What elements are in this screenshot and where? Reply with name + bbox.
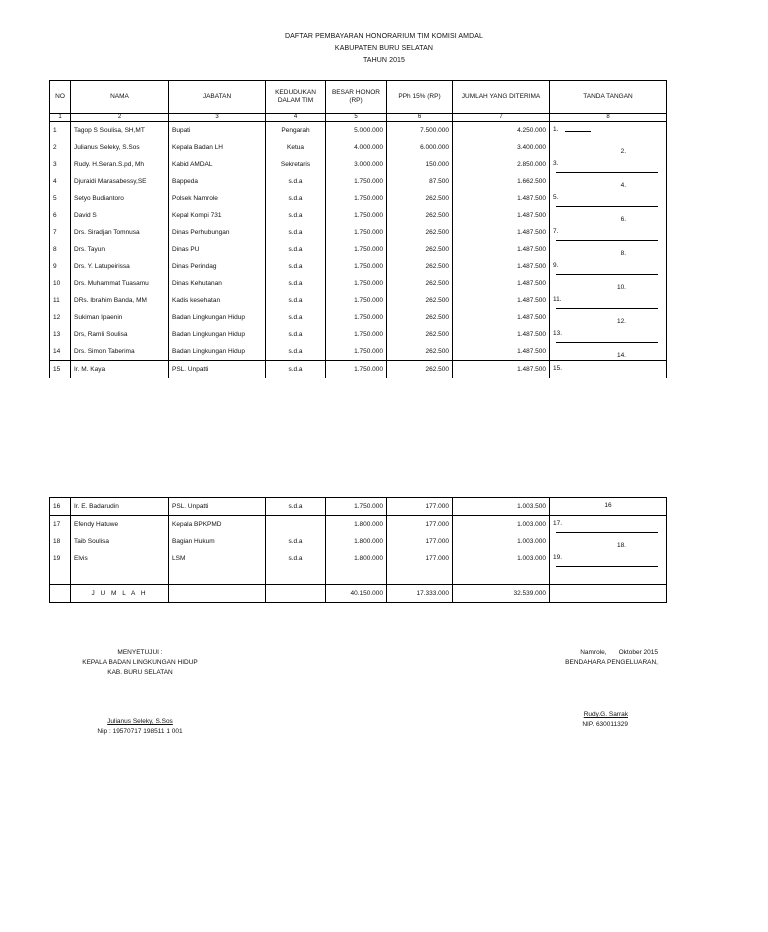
doc-title: DAFTAR PEMBAYARAN HONORARIUM TIM KOMISI AMDAL (284, 33, 484, 40)
cell-no: 18 (50, 533, 71, 550)
cell-kedudukan: s.d.a (266, 498, 326, 516)
cell-jabatan: Badan Lingkungan Hidup (169, 309, 266, 326)
signature-number: 4. (620, 182, 626, 189)
cell-kedudukan: s.d.a (266, 326, 326, 343)
table-row (50, 122, 667, 140)
signature-number: 18. (616, 542, 626, 549)
cell-no: 8 (50, 241, 71, 258)
cell-honor: 1.800.000 (326, 533, 387, 550)
cell-signature[interactable] (550, 173, 667, 190)
cell-jumlah: 1.487.500 (453, 361, 550, 379)
cell-jumlah: 1.487.500 (453, 326, 550, 343)
cell-jumlah: 1.487.500 (453, 292, 550, 309)
cell-nama: Elvis (71, 550, 169, 567)
cell-honor: 1.750.000 (326, 241, 387, 258)
cell-honor: 1.750.000 (326, 173, 387, 190)
table-row (50, 550, 667, 567)
cell-pph: 262.500 (387, 190, 453, 207)
cell-signature[interactable] (550, 498, 667, 516)
signature-number: 15. (553, 365, 563, 372)
cell-signature[interactable] (550, 516, 667, 534)
cell-pph: 262.500 (387, 207, 453, 224)
cell-nama: Drs. Muhammat Tuasamu (71, 275, 169, 292)
cell-jabatan: Dinas PU (169, 241, 266, 258)
place-date (548, 648, 658, 658)
table-row-blank (50, 567, 667, 585)
cell-nama: Drs, Ramli Soulisa (71, 326, 169, 343)
approver-nip: Nip : 19570717 198511 1 001 (97, 728, 183, 735)
cell-kedudukan: s.d.a (266, 241, 326, 258)
cell-honor: 1.750.000 (326, 326, 387, 343)
cell-kedudukan: s.d.a (266, 309, 326, 326)
colnum: 4 (266, 114, 326, 122)
cell-pph: 150.000 (387, 156, 453, 173)
cell-jumlah: 1.487.500 (453, 207, 550, 224)
colnum: 1 (50, 114, 71, 122)
approval-region: KAB. BURU SELATAN (107, 669, 173, 676)
cell-signature[interactable] (550, 190, 667, 207)
signature-line (556, 566, 658, 567)
cell-signature[interactable] (550, 156, 667, 173)
cell-pph: 262.500 (387, 309, 453, 326)
cell-empty (387, 567, 453, 585)
table-row (50, 309, 667, 326)
signature-number: 16 (604, 502, 612, 509)
colnum: 5 (326, 114, 387, 122)
place: Namrole, (580, 649, 607, 656)
cell-honor: 1.750.000 (326, 343, 387, 361)
table-row (50, 156, 667, 173)
cell-signature[interactable] (550, 309, 667, 326)
cell-kedudukan: Ketua (266, 139, 326, 156)
cell-jumlah: 4.250.000 (453, 122, 550, 140)
cell-jumlah: 1.003.000 (453, 533, 550, 550)
signature-number: 14. (616, 352, 626, 359)
cell-no: 10 (50, 275, 71, 292)
table-row (50, 326, 667, 343)
table-row (50, 361, 667, 379)
cell-signature[interactable] (550, 224, 667, 241)
cell-empty (266, 567, 326, 585)
table-row (50, 343, 667, 361)
cell-jumlah: 1.487.500 (453, 190, 550, 207)
cell-no: 11 (50, 292, 71, 309)
signature-number: 19. (553, 554, 563, 561)
col-ttd: TANDA TANGAN (550, 81, 667, 114)
signature-number: 9. (553, 262, 559, 269)
cell-jabatan: Bupati (169, 122, 266, 140)
cell-signature[interactable] (550, 533, 667, 550)
table-row (50, 516, 667, 534)
signature-number: 2. (620, 148, 626, 155)
cell-honor: 1.750.000 (326, 361, 387, 379)
signature-number: 1. (553, 126, 559, 133)
col-pph: PPh 15% (RP) (387, 81, 453, 114)
table-row (50, 292, 667, 309)
total-label: J U M L A H (71, 585, 169, 603)
cell-jumlah: 1.003.000 (453, 516, 550, 534)
cell-honor: 1.750.000 (326, 258, 387, 275)
cell-jumlah: 1.487.500 (453, 275, 550, 292)
cell-signature[interactable] (550, 258, 667, 275)
cell-no: 5 (50, 190, 71, 207)
total-pph: 17.333.000 (387, 585, 453, 603)
cell-nama: DRs. Ibrahim Banda, MM (71, 292, 169, 309)
total-jumlah: 32.539.000 (453, 585, 550, 603)
cell-pph: 177.000 (387, 498, 453, 516)
approval-label: MENYETUJUI : (117, 649, 163, 656)
cell-kedudukan: s.d.a (266, 275, 326, 292)
cell-kedudukan: s.d.a (266, 361, 326, 379)
cell-jumlah: 1.487.500 (453, 241, 550, 258)
cell-nama: Tagop S Soulisa, SH,MT (71, 122, 169, 140)
cell-kedudukan (266, 516, 326, 534)
cell-pph: 262.500 (387, 292, 453, 309)
colnum: 6 (387, 114, 453, 122)
cell-signature[interactable] (550, 326, 667, 343)
cell-no: 14 (50, 343, 71, 361)
cell-honor: 1.750.000 (326, 190, 387, 207)
signature-number: 13. (553, 330, 563, 337)
cell-nama: Djuraidi Marasabessy,SE (71, 173, 169, 190)
cell-jabatan: Bagian Hukum (169, 533, 266, 550)
col-kedudukan: KEDUDUKAN DALAM TIM (266, 81, 326, 114)
cell-jabatan: Badan Lingkungan Hidup (169, 343, 266, 361)
cell-jabatan: Dinas Perhubungan (169, 224, 266, 241)
colnum: 3 (169, 114, 266, 122)
cell-kedudukan: s.d.a (266, 533, 326, 550)
cell-jabatan: Kepal Kompi 731 (169, 207, 266, 224)
approver-name: Julianus Seleky, S.Sos (107, 718, 173, 725)
colnum: 8 (550, 114, 667, 122)
cell-nama: Sukiman Ipaenin (71, 309, 169, 326)
approval-title: KEPALA BADAN LINGKUNGAN HIDUP (82, 659, 198, 666)
cell-signature[interactable] (550, 122, 667, 140)
cell-kedudukan: s.d.a (266, 190, 326, 207)
cell-no: 15 (50, 361, 71, 379)
cell-pph: 262.500 (387, 258, 453, 275)
table-row (50, 224, 667, 241)
cell-no: 16 (50, 498, 71, 516)
cell-kedudukan: s.d.a (266, 207, 326, 224)
cell-no: 4 (50, 173, 71, 190)
total-row (50, 585, 667, 603)
cell-jabatan: Badan Lingkungan Hidup (169, 326, 266, 343)
cell-no: 7 (50, 224, 71, 241)
cell-jumlah: 1.487.500 (453, 258, 550, 275)
signature-number: 11. (553, 296, 562, 303)
cell-signature[interactable] (550, 292, 667, 309)
approver-signature (60, 717, 220, 737)
table-row (50, 533, 667, 550)
col-no: NO (50, 81, 71, 114)
cell-pph: 262.500 (387, 361, 453, 379)
cell-kedudukan: s.d.a (266, 173, 326, 190)
cell-jumlah: 1.003.500 (453, 498, 550, 516)
cell-jumlah: 1.003.000 (453, 550, 550, 567)
cell-signature[interactable] (550, 275, 667, 292)
colnum: 7 (453, 114, 550, 122)
cell-kedudukan: s.d.a (266, 258, 326, 275)
cell-honor: 1.750.000 (326, 275, 387, 292)
cell-jumlah: 1.662.500 (453, 173, 550, 190)
cell-honor: 1.800.000 (326, 516, 387, 534)
cell-honor: 4.000.000 (326, 139, 387, 156)
cell-empty (71, 567, 169, 585)
cell-signature[interactable] (550, 343, 667, 361)
cell-nama: Drs. Simon Taberima (71, 343, 169, 361)
table-row (50, 190, 667, 207)
cell-nama: Setyo Budiantoro (71, 190, 169, 207)
cell-no: 2 (50, 139, 71, 156)
cell-no: 6 (50, 207, 71, 224)
table-row (50, 241, 667, 258)
table-row (50, 275, 667, 292)
cell-jabatan: LSM (169, 550, 266, 567)
cell-honor: 1.750.000 (326, 224, 387, 241)
treasurer-block (548, 648, 658, 668)
cell-pph: 6.000.000 (387, 139, 453, 156)
cell-empty (326, 567, 387, 585)
cell-jumlah: 1.487.500 (453, 224, 550, 241)
signature-line (565, 131, 591, 132)
cell-honor: 1.800.000 (326, 550, 387, 567)
cell-honor: 1.750.000 (326, 207, 387, 224)
cell-no: 1 (50, 122, 71, 140)
doc-subtitle: KABUPATEN BURU SELATAN (334, 45, 434, 52)
cell-jabatan: Kadis kesehatan (169, 292, 266, 309)
cell-pph: 262.500 (387, 343, 453, 361)
col-nama: NAMA (71, 81, 169, 114)
cell-no: 19 (50, 550, 71, 567)
cell-empty (50, 567, 71, 585)
cell-pph: 177.000 (387, 550, 453, 567)
cell-honor: 1.750.000 (326, 292, 387, 309)
treasurer-nip: NIP. 630011329 (582, 721, 628, 728)
payment-table (49, 80, 667, 378)
cell-jabatan: Kepala Badan LH (169, 139, 266, 156)
signature-number: 12. (616, 318, 626, 325)
cell-no: 17 (50, 516, 71, 534)
cell-pph: 87.500 (387, 173, 453, 190)
cell-no: 3 (50, 156, 71, 173)
doc-year: TAHUN 2015 (362, 57, 406, 64)
cell-pph: 177.000 (387, 516, 453, 534)
cell-pph: 262.500 (387, 275, 453, 292)
table-row (50, 498, 667, 516)
cell-kedudukan: s.d.a (266, 343, 326, 361)
signature-number: 7. (553, 228, 559, 235)
cell-no: 9 (50, 258, 71, 275)
cell-jumlah: 1.487.500 (453, 309, 550, 326)
cell-jabatan: Kepala BPKPMD (169, 516, 266, 534)
payment-table-continued (49, 497, 667, 603)
signature-number: 5. (553, 194, 559, 201)
cell-empty (550, 567, 667, 585)
date: Oktober 2015 (618, 649, 658, 656)
cell-pph: 7.500.000 (387, 122, 453, 140)
column-number-row (50, 114, 667, 122)
cell-empty (453, 567, 550, 585)
cell-kedudukan: s.d.a (266, 292, 326, 309)
cell-jumlah: 2.850.000 (453, 156, 550, 173)
cell-no: 12 (50, 309, 71, 326)
cell-honor: 5.000.000 (326, 122, 387, 140)
cell-signature[interactable] (550, 550, 667, 567)
signature-number: 6. (620, 216, 626, 223)
cell-jumlah: 1.487.500 (453, 343, 550, 361)
signature-number: 17. (553, 520, 563, 527)
cell-honor: 3.000.000 (326, 156, 387, 173)
cell-jabatan: PSL. Unpatti (169, 498, 266, 516)
table-header-row (50, 81, 667, 114)
table-row (50, 258, 667, 275)
cell-pph: 177.000 (387, 533, 453, 550)
treasurer-signature (548, 710, 628, 730)
cell-jumlah: 3.400.000 (453, 139, 550, 156)
cell-nama: Taib Soulisa (71, 533, 169, 550)
cell-jabatan: Polsek Namrole (169, 190, 266, 207)
cell-jabatan: Dinas Perindag (169, 258, 266, 275)
cell-signature[interactable] (550, 241, 667, 258)
cell-pph: 262.500 (387, 326, 453, 343)
cell-nama: Drs. Tayun (71, 241, 169, 258)
cell-pph: 262.500 (387, 241, 453, 258)
cell-kedudukan: Sekretaris (266, 156, 326, 173)
cell-jabatan: Kabid AMDAL (169, 156, 266, 173)
cell-empty (50, 585, 71, 603)
signature-number: 10. (616, 284, 626, 291)
signature-number: 8. (620, 250, 626, 257)
cell-signature[interactable] (550, 207, 667, 224)
col-jumlah: JUMLAH YANG DITERIMA (453, 81, 550, 114)
cell-nama: Drs. Y. Latupeirissa (71, 258, 169, 275)
cell-nama: Drs. Siradjan Tomnusa (71, 224, 169, 241)
cell-jabatan: Dinas Kehutanan (169, 275, 266, 292)
cell-kedudukan: Pengarah (266, 122, 326, 140)
colnum: 2 (71, 114, 169, 122)
cell-empty (169, 585, 266, 603)
cell-honor: 1.750.000 (326, 498, 387, 516)
cell-nama: Efendy Hatuwe (71, 516, 169, 534)
cell-nama: David S (71, 207, 169, 224)
table-row (50, 207, 667, 224)
cell-empty (169, 567, 266, 585)
cell-nama: Julianus Seleky, S.Sos (71, 139, 169, 156)
total-honor: 40.150.000 (326, 585, 387, 603)
table-row (50, 173, 667, 190)
cell-jabatan: Bappeda (169, 173, 266, 190)
cell-signature[interactable] (550, 361, 667, 379)
approval-block (60, 648, 220, 678)
cell-kedudukan: s.d.a (266, 224, 326, 241)
col-jabatan: JABATAN (169, 81, 266, 114)
cell-nama: Rudy. H.Seran.S.pd, Mh (71, 156, 169, 173)
cell-honor: 1.750.000 (326, 309, 387, 326)
table-row (50, 139, 667, 156)
col-honor: BESAR HONOR (RP) (326, 81, 387, 114)
cell-pph: 262.500 (387, 224, 453, 241)
signature-number: 3. (553, 160, 559, 167)
cell-no: 13 (50, 326, 71, 343)
cell-empty (266, 585, 326, 603)
cell-kedudukan: s.d.a (266, 550, 326, 567)
cell-nama: Ir. M. Kaya (71, 361, 169, 379)
cell-jabatan: PSL. Unpatti (169, 361, 266, 379)
treasurer-name: Rudy.G. Sarrak (583, 711, 628, 718)
cell-nama: Ir. E. Badarudin (71, 498, 169, 516)
treasurer-title: BENDAHARA PENGELUARAN, (565, 659, 658, 666)
cell-empty (550, 585, 667, 603)
cell-signature[interactable] (550, 139, 667, 156)
